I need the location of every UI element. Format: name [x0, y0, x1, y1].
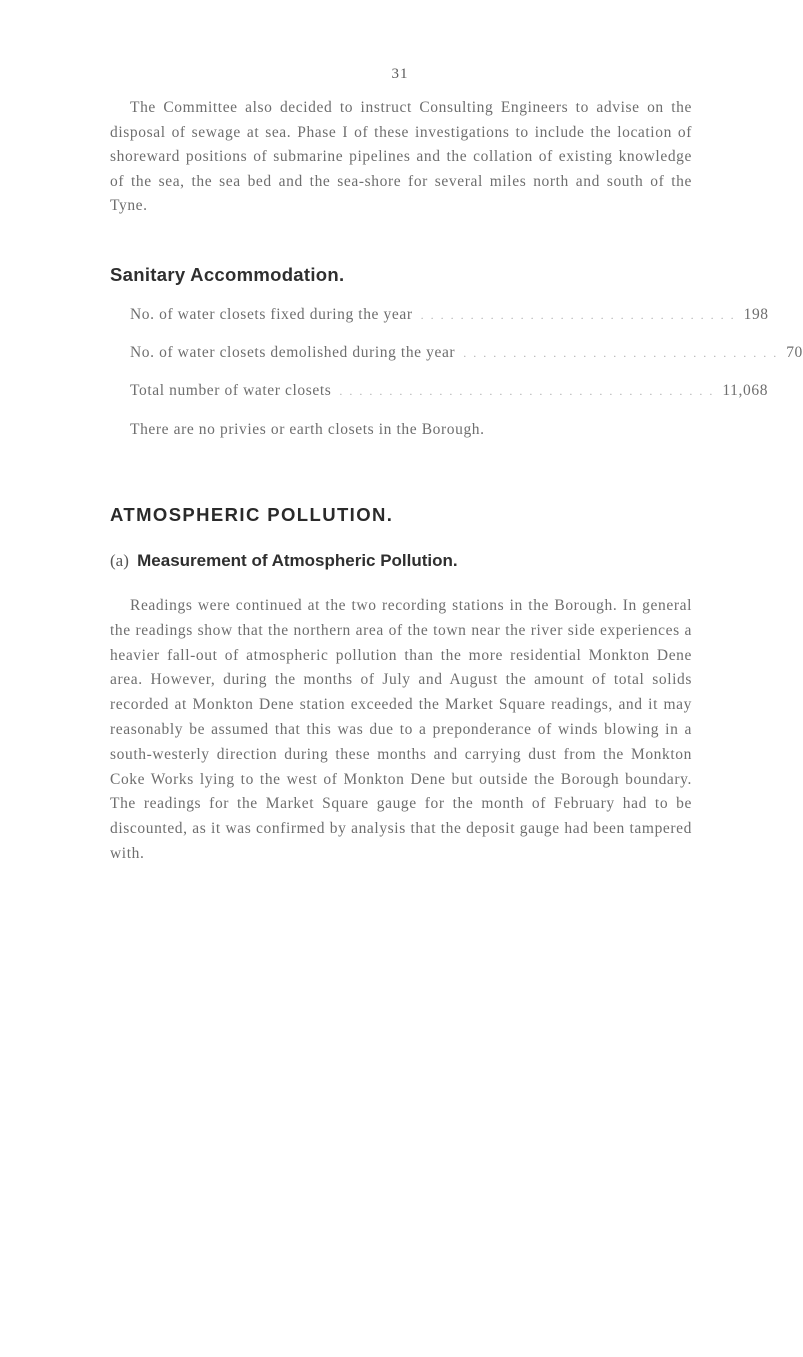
stat-value: 70	[786, 344, 803, 361]
intro-paragraph: The Committee also decided to instruct Consulting Engineers to advise on the disposal of sewage at sea. Phase I of these investigations to include the location of shoreward positions of submarine pipelines and the collation of existing knowledge of the sea, the sea bed and the sea-shore for several miles north and south of the Tyne.	[110, 99, 692, 214]
stat-row-demolished	[130, 344, 803, 382]
stat-row-fixed	[130, 306, 769, 344]
stat-row-total	[130, 382, 769, 420]
stat-label: No. of water closets fixed during the year	[130, 306, 413, 323]
dot-leader: . . . . . . . . . . . . . . . . . . . . . . . . . . . . . . . .	[463, 346, 779, 360]
privies-note: There are no privies or earth closets in the Borough.	[130, 421, 485, 438]
stat-value: 11,068	[722, 382, 769, 399]
pollution-paragraph: Readings were continued at the two recording stations in the Borough. In general the readings show that the northern area of the town near the river side experiences a heavier fall-out of atmospheric pollution than the more residential Monkton Dene area. However, during the months of July and August the amount of total solids recorded at Monkton Dene station exceeded the Market Square readings, and it may reasonably be assumed that this was due to a preponderance of winds blowing in a south-westerly direction during these months and carrying dust from the Monkton Coke Works lying to the west of Monkton Dene but outside the Borough boundary. The readings for the Market Square gauge for the month of February had to be discounted, as it was confirmed by analysis that the deposit gauge had been tampered with.	[110, 597, 692, 862]
subsection-title: Measurement of Atmospheric Pollution.	[137, 551, 458, 570]
atmospheric-pollution-heading: ATMOSPHERIC POLLUTION.	[110, 504, 394, 525]
dot-leader: . . . . . . . . . . . . . . . . . . . . . . . . . . . . . . . .	[420, 308, 736, 322]
stat-label: No. of water closets demolished during the year	[130, 344, 456, 361]
stat-value: 198	[743, 306, 769, 323]
dot-leader: . . . . . . . . . . . . . . . . . . . . . . . . . . . . . . . . . . . . . .	[339, 384, 715, 398]
page-number: 31	[391, 66, 409, 82]
subsection-heading	[110, 551, 458, 571]
water-closet-statistics	[130, 306, 803, 420]
subsection-marker: (a)	[110, 551, 129, 570]
sanitary-accommodation-heading: Sanitary Accommodation.	[110, 264, 345, 285]
stat-label: Total number of water closets	[130, 382, 332, 399]
